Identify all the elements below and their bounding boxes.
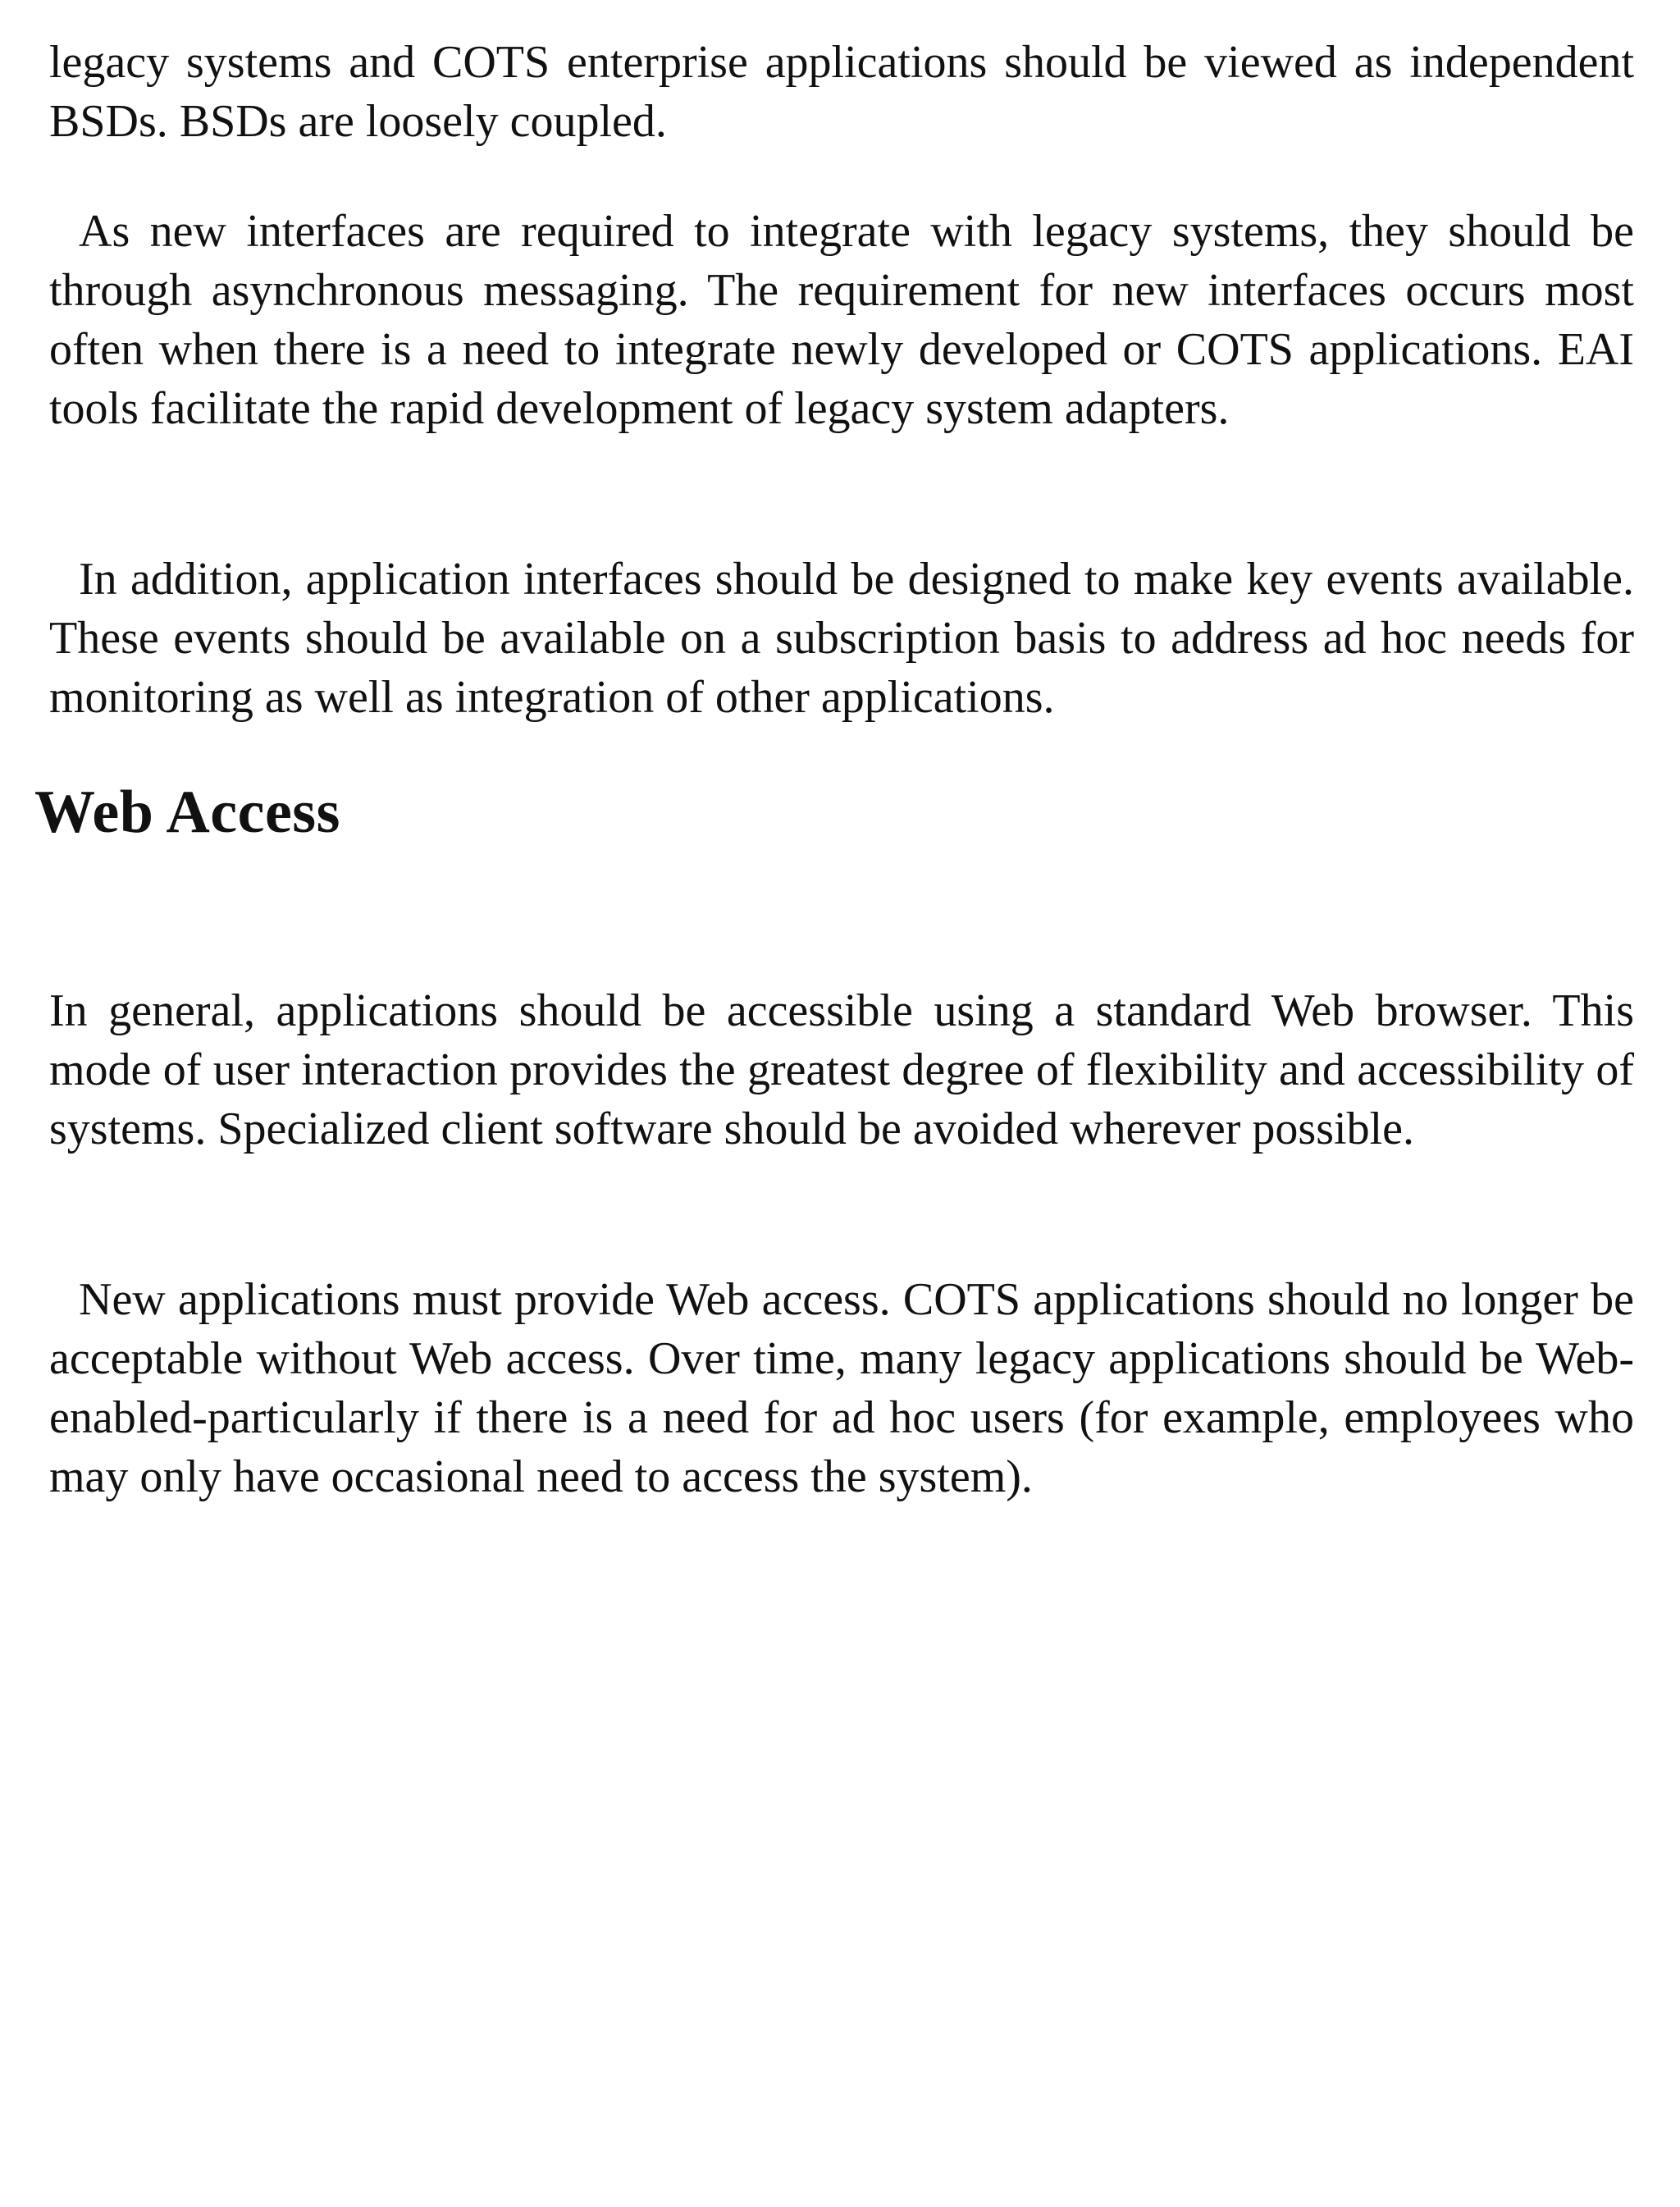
paragraph-bsd-coupling: legacy systems and COTS enterprise applications should be viewed as independent BSDs. BSDs are loosely coupled. bbox=[49, 37, 1634, 147]
paragraph-asynchronous-messaging: As new interfaces are required to integrate with legacy systems, they should be through asynchronous messaging. The requirement for new interfaces occurs most often when there is a need to integrate newly developed or COTS applications. EAI tools facilitate the rapid development of legacy system adapters. bbox=[49, 206, 1634, 434]
paragraph-browser-access: In general, applications should be accessible using a standard Web browser. This mode of user interaction provides the greatest degree of flexibility and accessibility of systems. Specialized client software should be avoided wherever possible. bbox=[49, 985, 1634, 1154]
section-heading-web-access: Web Access bbox=[34, 779, 340, 846]
paragraph-web-enabled-applications: New applications must provide Web access. COTS applications should no longer be acceptable without Web access. Over time, many legacy applications should be Web-enabled-particularly if there is a need for ad hoc users (for example, employees who may only have occasional need to access the system). bbox=[49, 1274, 1634, 1502]
paragraph-key-events: In addition, application interfaces should be designed to make key events available. These events should be available on a subscription basis to address ad hoc needs for monitoring as well as integration of other applications. bbox=[49, 554, 1634, 723]
